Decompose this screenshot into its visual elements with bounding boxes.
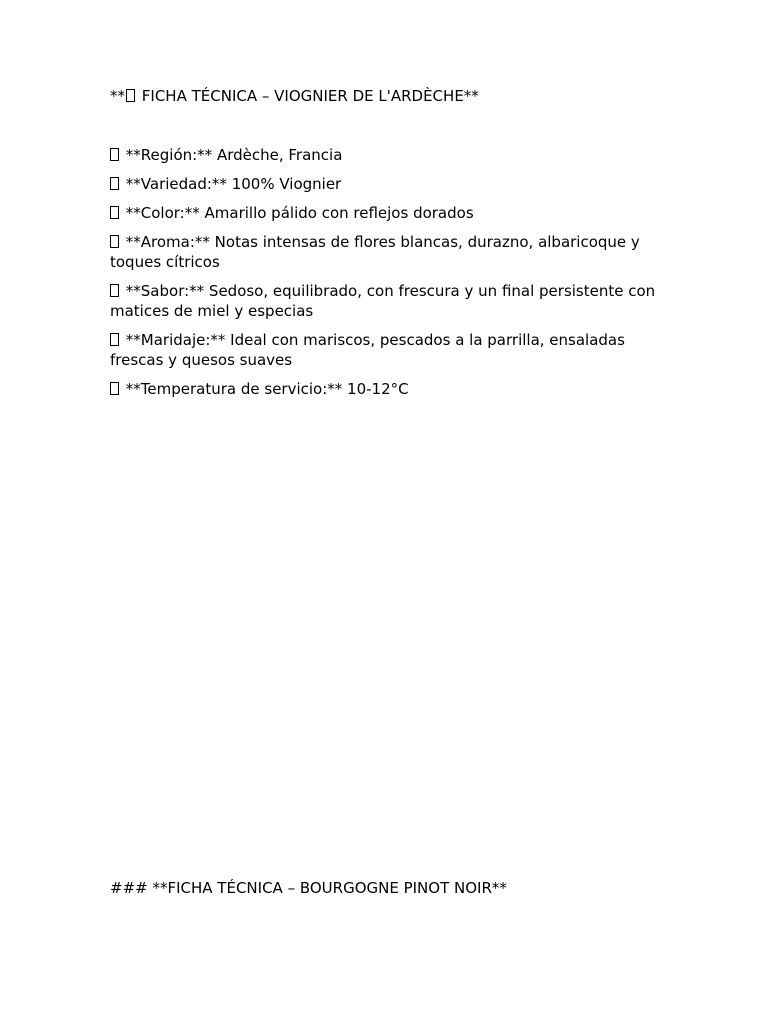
spec-item-variety [110, 174, 670, 194]
document-title [110, 86, 479, 106]
spec-text: **Color:** Amarillo pálido con reflejos dorados [125, 204, 474, 222]
spec-text: **Región:** Ardèche, Francia [125, 146, 343, 164]
spec-text: **Maridaje:** Ideal con mariscos, pescados a la parrilla, ensaladas frescas y quesos suaves [110, 331, 625, 369]
title-prefix: ** [110, 87, 125, 105]
missing-glyph-icon [110, 235, 119, 248]
spec-item-flavor [110, 281, 670, 321]
spec-text: **Aroma:** Notas intensas de flores blancas, durazno, albaricoque y toques cítricos [110, 233, 640, 271]
spec-list [110, 145, 670, 408]
spec-item-aroma [110, 232, 670, 272]
spec-item-color [110, 203, 670, 223]
missing-glyph-icon [110, 382, 119, 395]
spec-text: **Variedad:** 100% Viognier [125, 175, 342, 193]
spec-text: **Sabor:** Sedoso, equilibrado, con frescura y un final persistente con matices de miel y especias [110, 282, 656, 320]
missing-glyph-icon [110, 148, 119, 161]
missing-glyph-icon [110, 284, 119, 297]
missing-glyph-icon [110, 206, 119, 219]
spec-text: **Temperatura de servicio:** 10-12°C [125, 380, 409, 398]
missing-glyph-icon [110, 333, 119, 346]
title-text: FICHA TÉCNICA – VIOGNIER DE L'ARDÈCHE** [141, 87, 479, 105]
second-section-title: ### **FICHA TÉCNICA – BOURGOGNE PINOT NOIR** [110, 879, 507, 897]
missing-glyph-icon [126, 89, 135, 102]
spec-item-region [110, 145, 670, 165]
spec-item-temperature [110, 379, 670, 399]
missing-glyph-icon [110, 177, 119, 190]
spec-item-pairing [110, 330, 670, 370]
